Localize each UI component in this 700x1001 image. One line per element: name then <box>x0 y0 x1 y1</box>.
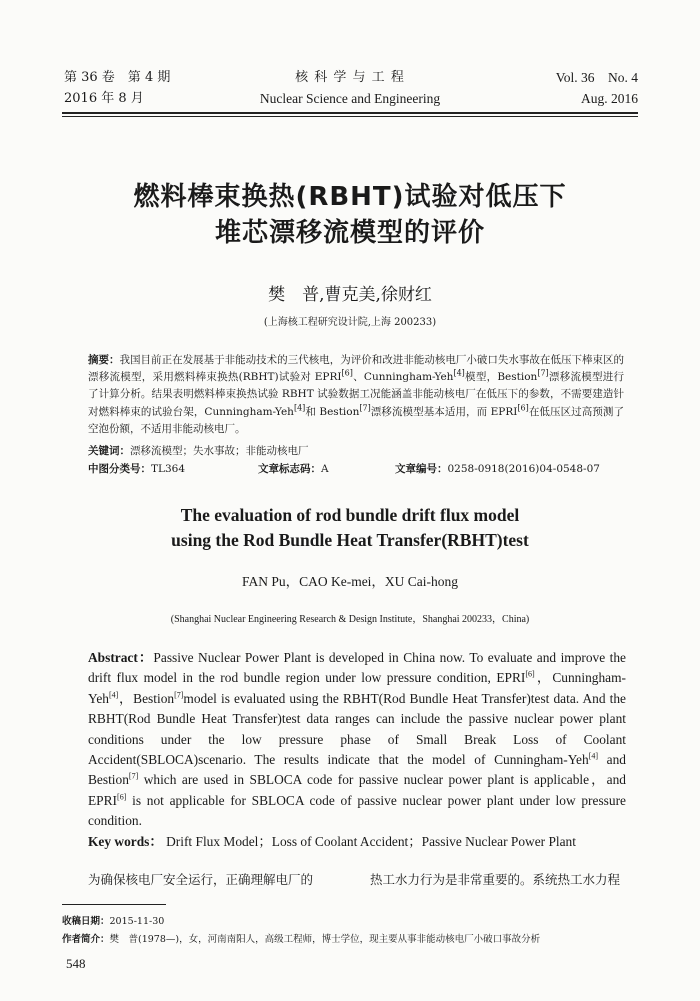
cn-title-line1: 燃料棒束换热(RBHT)试验对低压下 <box>133 182 567 212</box>
cn-abstract: 摘要：我国目前正在发展基于非能动技术的三代核电，为评价和改进非能动核电厂小破口失水事故在低压下棒束区的漂移流模型，采用燃料棒束换热(RBHT)试验对 EPRI[6]、Cunningham-Yeh[4]模型，Bestion[7]漂移流模型进行了计算分析。结果表明燃料棒束换热试验 RBHT 试验数据工况能涵盖非能动核电厂在低压下的参数，不需要建造针对燃料棒束的试验台架，Cunningham-Yeh[4]和 Bestion[7]漂移流模型基本适用，而 EPRI[6]在低压区过高预测了空泡份额，不适用非能动核电厂。 <box>88 354 625 435</box>
footnote-rule <box>62 904 166 905</box>
cn-article-number: 文章编号：0258-0918(2016)04-0548-07 <box>395 463 600 475</box>
cn-affiliation: (上海核工程研究设计院,上海 200233) <box>263 317 437 328</box>
header-date-en: Aug. 2016 <box>581 91 638 106</box>
cn-doc-code: 文章标志码：A <box>258 463 329 475</box>
en-authors: FAN Pu，CAO Ke-mei，XU Cai-hong <box>241 574 459 589</box>
en-abstract-label: Abstract： <box>88 650 154 665</box>
header-journal-cn: 核 科 学 与 工 程 <box>295 70 405 85</box>
en-title-line1: The evaluation of rod bundle drift flux model <box>180 505 520 525</box>
cn-keywords-label: 关键词： <box>88 445 130 457</box>
en-keywords-label: Key words： <box>88 834 163 849</box>
cn-classification-row: 中图分类号：TL364 <box>88 463 186 475</box>
cn-abstract-label: 摘要： <box>88 354 120 366</box>
header-rule-thin <box>62 116 638 117</box>
cn-clc: TL364 <box>151 463 186 475</box>
page-number: 548 <box>66 956 86 971</box>
en-abstract: Abstract：Passive Nuclear Power Plant is developed in China now. To evaluate and improve the drift flux model in the rod bundle region under low pressure condition, EPRI[6]，Cunningham-Yeh[4]，Bestion[7]model is evaluated using the RBHT(Rod Bundle Heat Transfer)test data. And the RBHT(Rod Bundle Heat Transfer)test data ranges can include the passive nuclear power plant conditions under the low pressure phase of Small Break Loss of Coolant Accident(SBLOCA)scenario. The results indicate that the model of Cunningham-Yeh[4] and Bestion[7] which are used in SBLOCA code for passive nuclear power plant is applicable，and EPRI[6] is not applicable for SBLOCA code of passive nuclear power plant under low pressure condition. <box>88 650 626 829</box>
header-journal-en: Nuclear Science and Engineering <box>259 91 441 106</box>
header-date-cn: 2016 年 8 月 <box>64 91 144 106</box>
body-first-line-b: 热工水力行为是非常重要的。系统热工水力程 <box>370 872 621 887</box>
header-rule-thick <box>62 112 638 114</box>
en-affiliation: (Shanghai Nuclear Engineering Research & Design Institute，Shanghai 200233，China) <box>170 614 530 625</box>
en-title-line2: using the Rod Bundle Heat Transfer(RBHT)test <box>171 530 529 550</box>
cn-title-line2: 堆芯漂移流模型的评价 <box>214 218 485 248</box>
footnote-received: 收稿日期：2015-11-30 <box>62 916 165 927</box>
header-volume-issue-cn: 第 36 卷 第 4 期 <box>64 70 171 85</box>
body-first-line-a: 为确保核电厂安全运行，正确理解电厂的 <box>88 872 314 887</box>
cn-authors: 樊 普,曹克美,徐财红 <box>268 285 432 305</box>
header-volume-issue-en: Vol. 36 No. 4 <box>555 70 638 85</box>
en-keywords: Key words： Drift Flux Model；Loss of Coolant Accident；Passive Nuclear Power Plant <box>88 834 576 849</box>
cn-keywords: 关键词：漂移流模型；失水事故；非能动核电厂 <box>88 445 309 457</box>
footnote-author: 作者简介：樊 普(1978—)，女，河南南阳人，高级工程师，博士学位，现主要从事非能动核电厂小破口事故分析 <box>62 934 541 945</box>
